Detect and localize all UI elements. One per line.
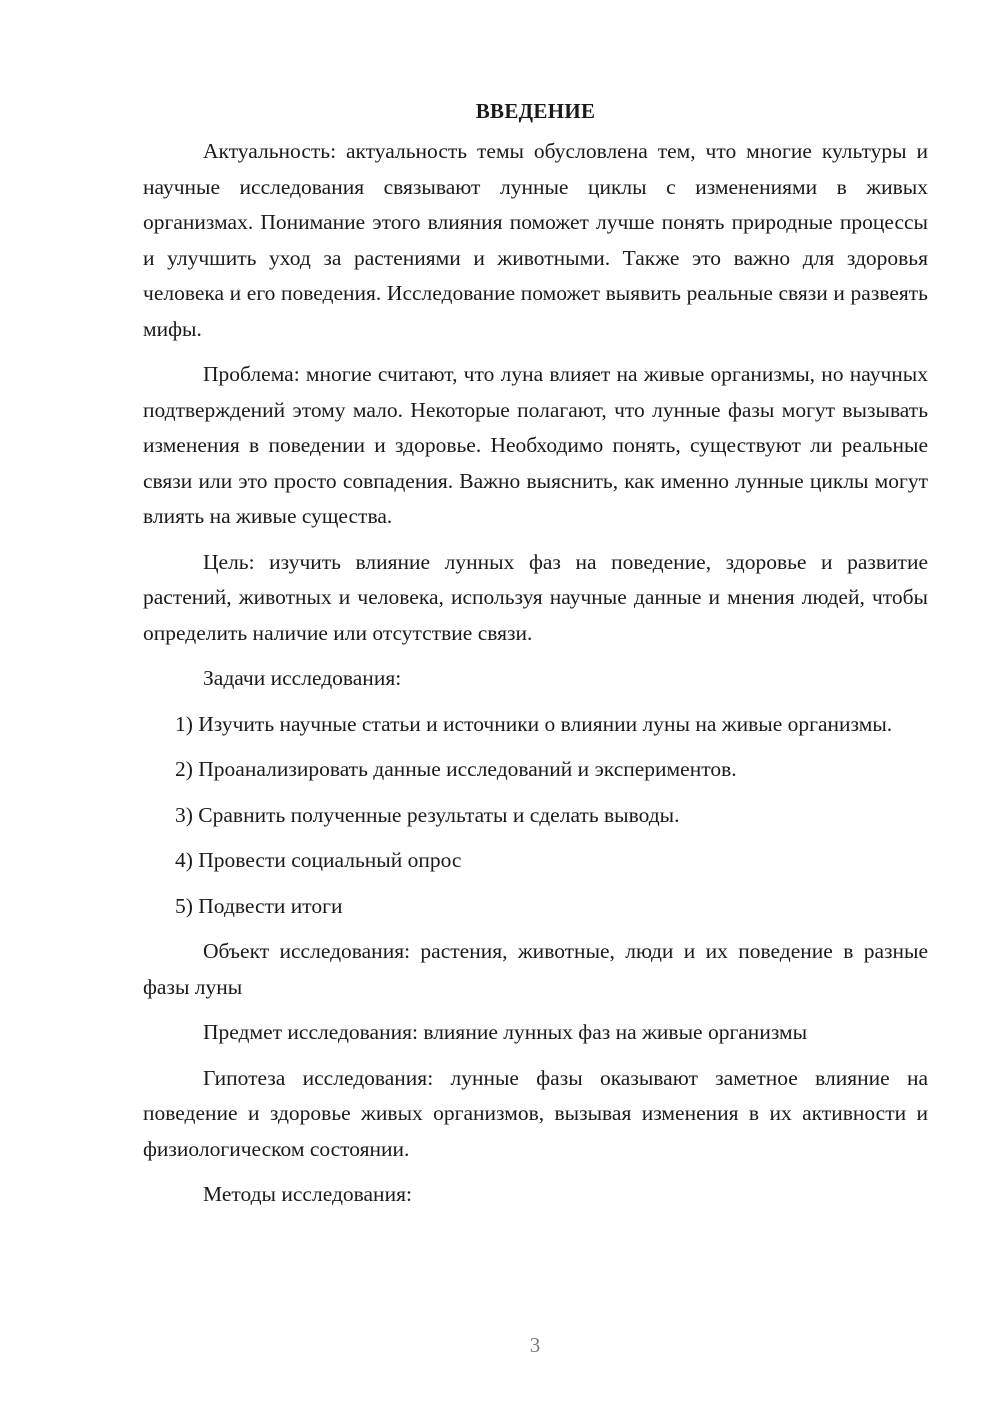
object-paragraph: Объект исследования: растения, животные, люди и их поведение в разные фазы луны [143,939,928,999]
task-item: 2) Проанализировать данные исследований и экспериментов. [175,757,737,781]
tasks-title: Задачи исследования: [203,666,402,690]
problem-paragraph: Проблема: многие считают, что луна влияет на живые организмы, но научных подтверждений этому мало. Некоторые полагают, что лунные фазы могут вызывать изменения в поведении и здоровье. Необходимо понять, существуют ли реальные связи или это просто совпадения. Важно выяснить, как именно лунные циклы могут влиять на живые существа. [143,362,928,528]
task-item: 3) Сравнить полученные результаты и сделать выводы. [175,802,680,827]
task-item: 4) Провести социальный опрос [175,848,462,872]
document-page [143,94,928,1223]
hypothesis-paragraph: Гипотеза исследования: лунные фазы оказывают заметное влияние на поведение и здоровье живых организмов, вызывая изменения в их активности и физиологическом состоянии. [143,1065,928,1161]
page-number: 3 [529,1333,541,1357]
goal-paragraph: Цель: изучить влияние лунных фаз на поведение, здоровье и развитие растений, животных и человека, используя научные данные и мнения людей, чтобы определить наличие или отсутствие связи. [143,549,928,645]
task-item: 1) Изучить научные статьи и источники о влиянии луны на живые организмы. [175,711,893,736]
task-item: 5) Подвести итоги [175,893,343,918]
methods-title: Методы исследования: [203,1182,412,1206]
relevance-paragraph: Актуальность: актуальность темы обусловлена тем, что многие культуры и научные исследования связывают лунные циклы с изменениями в живых организмах. Понимание этого влияния поможет лучше понять природные процессы и улучшить уход за растениями и животными. Также это важно для здоровья человека и его поведения. Исследование поможет выявить реальные связи и развеять мифы. [143,139,928,341]
subject-paragraph: Предмет исследования: влияние лунных фаз на живые организмы [203,1020,808,1044]
section-heading: ВВЕДЕНИЕ [475,99,596,123]
